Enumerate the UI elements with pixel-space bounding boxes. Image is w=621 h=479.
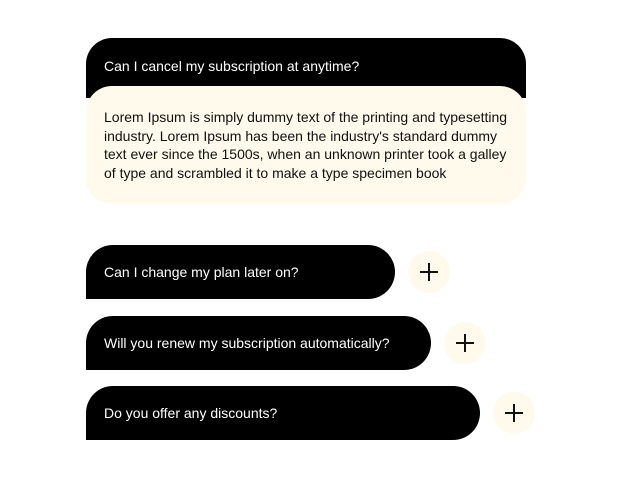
faq-item <box>86 386 535 440</box>
faq-question-change-plan[interactable] <box>86 245 395 299</box>
faq-question-renew[interactable] <box>86 316 431 370</box>
faq-list <box>86 38 546 421</box>
plus-icon[interactable] <box>408 251 450 293</box>
faq-item <box>86 245 450 299</box>
faq-item <box>86 316 486 370</box>
faq-answer <box>86 86 526 204</box>
faq-question-label: Will you renew my subscription automatically? <box>104 335 390 351</box>
faq-answer-text: Lorem Ipsum is simply dummy text of the printing and typesetting industry. Lorem Ipsum has been the industry's standard dummy text ever since the 1500s, when an unknown printer took a galley of type and scrambled it to make a type specimen book <box>104 109 508 181</box>
faq-question-label: Can I cancel my subscription at anytime? <box>104 58 360 74</box>
plus-icon[interactable] <box>493 392 535 434</box>
plus-icon[interactable] <box>444 322 486 364</box>
faq-item-open <box>86 38 526 204</box>
faq-question-label: Do you offer any discounts? <box>104 405 278 421</box>
faq-question-discounts[interactable] <box>86 386 480 440</box>
faq-question-label: Can I change my plan later on? <box>104 264 299 280</box>
